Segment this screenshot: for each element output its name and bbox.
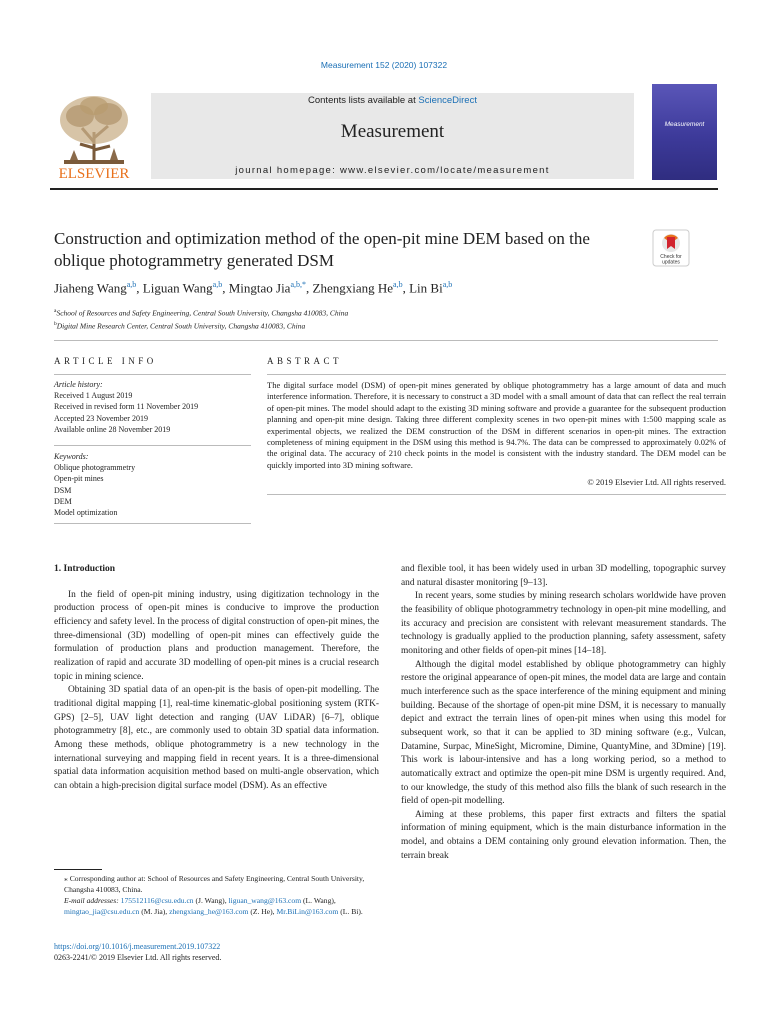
email-link[interactable]: zhengxiang_he@163.com (169, 907, 249, 916)
affiliation-item (54, 319, 348, 332)
keywords-list (54, 451, 135, 518)
article-title: Construction and optimization method of the open-pit mine DEM based on the oblique photogrammetry generated DSM (54, 229, 590, 270)
header-divider (50, 188, 718, 190)
history-item: Received 1 August 2019 (54, 391, 133, 401)
author-affil-mark[interactable]: a,b (442, 280, 453, 289)
affiliation-mark: b (54, 320, 57, 327)
body-paragraph: Obtaining 3D spatial data of an open-pit is the basis of open-pit modelling. The traditional digital mapping [1], real-time kinematic-global positioning system (RTK-GPS) [2–5], UAV light detection and ranging (UAV LiDAR) [6–7], oblique photogrammetry [8], etc., are commonly used to obtain 3D spatial data information. Among these methods, oblique photogrammetry is a new technology in the international surveying and mapping field in recent years. It is a three-dimensional spatial data information acquisition method based on multi-angle observation, which can obtain a high-precision digital surface model (DSM). As an effective (54, 685, 379, 791)
history-item: Accepted 23 November 2019 (54, 413, 148, 423)
email-owner: (J. Wang), (195, 896, 227, 905)
cover-title: Measurement (664, 121, 705, 128)
history-item: Available online 28 November 2019 (54, 424, 171, 434)
history-divider (54, 445, 251, 446)
journal-title[interactable]: Measurement (340, 121, 445, 142)
affiliation-text: Digital Mine Research Center, Central South University, Changsha 410083, China (56, 321, 306, 330)
affiliation-mark: a (54, 308, 57, 314)
email-link[interactable]: Mr.BiLin@163.com (276, 907, 339, 916)
contents-prefix: Contents lists available at (308, 95, 416, 106)
email-addresses (54, 895, 379, 917)
journal-cover-image[interactable] (652, 84, 717, 180)
body-paragraph: Aiming at these problems, this paper first extracts and filters the spatial information of mining equipment, which is the main disturbance information in the model, and obtains a DEM containing only ground elevation information. Then, the terrain break (401, 809, 726, 861)
author-affil-mark[interactable]: a,b (126, 280, 137, 289)
email-owner: (L. Bi). (340, 907, 363, 916)
author-name[interactable]: Liguan Wang (142, 280, 213, 296)
section-heading: 1. Introduction (54, 564, 116, 574)
article-info-end-divider (54, 523, 251, 524)
affiliation-divider (54, 340, 718, 341)
abstract-end-divider (267, 494, 726, 495)
history-item: Received in revised form 11 November 2019 (54, 402, 199, 412)
journal-homepage-link[interactable]: journal homepage: www.elsevier.com/locate/measurement (235, 165, 550, 176)
keyword-item: Open-pit mines (54, 474, 104, 484)
author-affil-mark[interactable]: a,b (393, 280, 403, 289)
email-link[interactable]: 175512116@csu.edu.cn (120, 896, 194, 905)
elsevier-tree-logo (50, 90, 138, 182)
journal-banner (151, 93, 634, 179)
badge-line1: Check for (660, 254, 682, 260)
article-info-divider (54, 374, 251, 375)
affiliation-item (54, 306, 348, 319)
keyword-item: DEM (54, 496, 72, 506)
footnotes (54, 873, 379, 917)
author-name[interactable]: Lin Bi (409, 280, 443, 296)
doi-link[interactable]: https://doi.org/10.1016/j.measurement.2019.107322 (54, 942, 221, 951)
email-owner: (L. Wang), (303, 896, 336, 905)
body-paragraph: Although the digital model established by oblique photogrammetry can highly restore the original appearance of open-pit mines, the model data are large and contain much interference such as the space interference of the mining equipment and mining building. Because of the shortage of open-pit mine DSM, it is necessary to manually depict and extract the terrain lines of open-pit mines when using this model for subsequent work, so that it can be applied to 3D mining software (e.g., Vulcan, Datamine, Surpac, MineSight, Micromine, Dimine, QuantyMine, and 3Dmine) [19]. This work is labour-intensive and has a long working period, so a method to automatically extract and optimize the open-pit mine DSM is urgently required. And, to our knowledge, the study of this method also fills the blank of such research in the field of open-pit modelling. (401, 659, 726, 807)
email-link[interactable]: mingtao_jia@csu.edu.cn (64, 907, 140, 916)
history-label: Article history: (54, 380, 103, 389)
publisher-name: ELSEVIER (58, 166, 130, 182)
body-paragraph: In the field of open-pit mining industry, using digitization technology in the production process of open-pit mines is conducive to improve the production efficiency and safety level. In the process of digital construction of open-pit mines, the three-dimensional (3D) modelling of open-pit mines can effectively guide the formulation of production plans and production management. Therefore, the realization of rapid and accurate 3D modelling of open-pit mines is a crucial research topic in mining science. (54, 589, 379, 682)
article-info-heading: ARTICLE INFO (54, 356, 157, 366)
abstract-text: The digital surface model (DSM) of open-pit mines generated by oblique photogrammetry has a large amount of data and much interference information. Therefore, it is necessary to construct a 3D model with a small amount of data that can reflect the real terrain of open-pit mines. The model should adapt to the existing 3D mining software and provide a guarantee for the subsequent production planning and open-pit mine design. Taking three different complexity scenes in two open-pit mines with 1:500 mapping scale as experimental objects, we realized the DEM construction of the DSM in different scenarios in open-pit mines. The extraction completeness of mining equipment in the DSM using this method is 94.7%. The data can be compressed to approximately 0.02% of the original data. The accuracy of 210 check points in the model is consistent with the industry standard. The DEM model can be quickly imported into 3D mining software. (267, 380, 726, 470)
affiliation-text: School of Resources and Safety Engineering, Central South University, Changsha 410083, China (56, 308, 349, 318)
email-owner: (M. Jia), (141, 907, 168, 916)
bookmark-icon (662, 234, 680, 252)
abstract-heading: ABSTRACT (267, 356, 343, 366)
badge-line2: updates (662, 259, 680, 266)
doi-block (54, 941, 221, 963)
author-name[interactable]: Zhengxiang He (312, 280, 394, 296)
email-owner: (Z. He), (250, 907, 275, 916)
body-column-right (401, 563, 726, 863)
affiliations (54, 306, 348, 331)
email-label: E-mail addresses: (64, 896, 119, 905)
author-list: Jiaheng Wang$^{a,b}$, Liguan Wang$^{a,b}$, Mingtao Jia$^{a,b,*}$, Zhengxiang He$^{a,b}$, Lin Bi$^{a,b}$ (54, 280, 453, 296)
footnote-divider (54, 869, 102, 870)
author-affil-mark[interactable]: a,b (212, 280, 223, 289)
sciencedirect-link[interactable]: ScienceDirect (418, 95, 477, 106)
abstract-copyright: © 2019 Elsevier Ltd. All rights reserved. (587, 477, 726, 487)
author-name[interactable]: Jiaheng Wang (54, 280, 127, 296)
corresponding-author-note: ⁎ Corresponding author at: School of Resources and Safety Engineering, Central South University, Changsha 410083, China. (64, 874, 365, 894)
author-affil-mark[interactable]: a,b,* (290, 280, 307, 289)
keyword-item: Oblique photogrammetry (54, 463, 136, 473)
journal-citation[interactable]: Measurement 152 (2020) 107322 (320, 60, 448, 70)
keyword-item: DSM (54, 485, 72, 495)
check-for-updates-badge[interactable] (652, 229, 690, 267)
body-column-left (54, 563, 379, 794)
article-history (54, 379, 198, 435)
body-paragraph: and flexible tool, it has been widely used in urban 3D modelling, topographic survey and natural disaster monitoring [9–13]. (401, 564, 726, 588)
abstract-divider (267, 374, 726, 375)
keywords-label: Keywords: (54, 452, 89, 461)
body-paragraph: In recent years, some studies by mining research scholars worldwide have proven the feasibility of oblique photogrammetry technology in open-pit mine modelling, and its accuracy and precision are consistent with relevant measurement standards. The technology is gradually applied to the production planning, safety assessment, safety monitoring and other fields of open-pit mines [14–18]. (401, 591, 726, 656)
email-link[interactable]: liguan_wang@163.com (228, 896, 302, 905)
keyword-item: Model optimization (54, 508, 118, 518)
tree-icon (60, 96, 128, 164)
author-name[interactable]: Mingtao Jia (228, 280, 291, 296)
issn-line: 0263-2241/© 2019 Elsevier Ltd. All rights reserved. (54, 953, 222, 962)
contents-line (151, 95, 634, 106)
